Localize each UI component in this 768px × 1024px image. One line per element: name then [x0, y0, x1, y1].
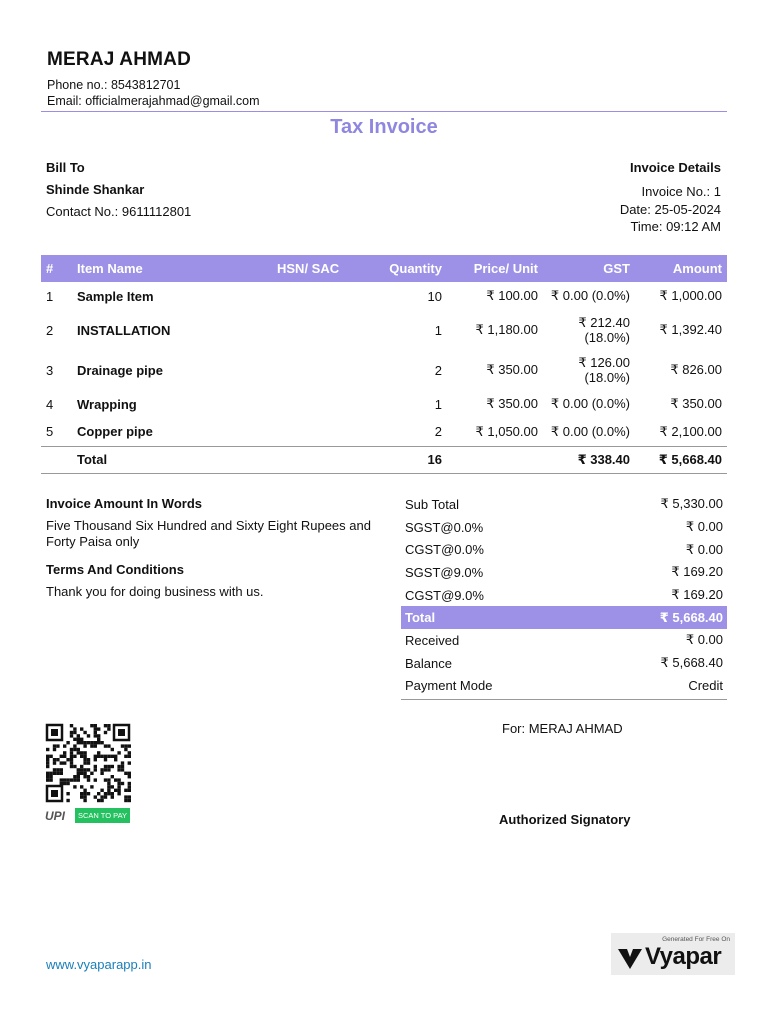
- summary-row-cgst-9: [401, 584, 727, 607]
- summary-block: [401, 493, 727, 700]
- row-gst-rate: (18.0%): [584, 370, 630, 385]
- col-header-amount: Amount: [635, 255, 727, 282]
- row-amount: ₹ 350.00: [670, 396, 722, 411]
- vyapar-badge: [611, 933, 735, 975]
- invoice-title: Tax Invoice: [330, 116, 438, 138]
- summary-label: SGST@9.0%: [405, 564, 484, 580]
- summary-value: ₹ 5,668.40: [660, 655, 723, 671]
- summary-label: Total: [405, 610, 436, 626]
- table-total-row: [41, 446, 727, 473]
- summary-value: ₹ 169.20: [671, 587, 723, 603]
- row-amount: ₹ 1,392.40: [659, 322, 722, 337]
- row-gst: [543, 350, 635, 390]
- row-item-name: Wrapping: [77, 396, 137, 412]
- col-header-quantity: Quantity: [357, 255, 447, 282]
- summary-row-sgst-9: [401, 561, 727, 584]
- table-row: [41, 350, 727, 390]
- table-row: [41, 282, 727, 310]
- col-header-price: Price/ Unit: [447, 255, 543, 282]
- row-amount: ₹ 826.00: [670, 362, 722, 377]
- generated-label: Generated For Free On: [662, 936, 730, 943]
- summary-divider: [401, 699, 727, 700]
- row-gst: ₹ 0.00 (0.0%): [550, 288, 630, 303]
- row-gst-amount: ₹ 212.40: [578, 315, 630, 330]
- vyapar-logo-icon: [618, 949, 642, 969]
- row-item-name: INSTALLATION: [77, 322, 171, 338]
- row-price: ₹ 1,180.00: [475, 322, 538, 337]
- row-quantity: 1: [434, 322, 442, 338]
- invoice-details-label: Invoice Details: [629, 160, 721, 175]
- row-gst: [543, 310, 635, 350]
- summary-value: ₹ 0.00: [685, 632, 723, 648]
- table-row: [41, 418, 727, 446]
- summary-value: Credit: [688, 678, 723, 694]
- summary-label: Sub Total: [405, 496, 459, 512]
- vyapar-brand: Vyapar: [645, 943, 722, 970]
- company-phone: Phone no.: 8543812701: [47, 78, 181, 92]
- row-index: 3: [46, 362, 54, 378]
- row-amount: ₹ 1,000.00: [659, 288, 722, 303]
- row-hsn: [272, 282, 357, 310]
- amount-words-block: [46, 496, 376, 612]
- summary-value: ₹ 0.00: [685, 541, 723, 557]
- header-divider: [41, 111, 727, 112]
- row-index: 5: [46, 424, 54, 440]
- summary-value: ₹ 5,668.40: [659, 609, 723, 625]
- row-gst: ₹ 0.00 (0.0%): [550, 423, 630, 439]
- summary-row-received: [401, 629, 727, 652]
- qr-code-icon: [45, 723, 131, 803]
- summary-row-sgst-0: [401, 516, 727, 539]
- summary-value: ₹ 0.00: [685, 519, 723, 535]
- row-quantity: 2: [434, 362, 442, 378]
- company-name: MERAJ AHMAD: [47, 49, 191, 70]
- summary-row-subtotal: [401, 493, 727, 516]
- invoice-number: Invoice No.: 1: [641, 184, 721, 199]
- col-header-index: #: [41, 255, 72, 282]
- total-label: Total: [72, 446, 272, 473]
- row-gst-rate: (18.0%): [584, 330, 630, 345]
- company-email: Email: officialmerajahmad@gmail.com: [47, 94, 260, 108]
- col-header-item-name: Item Name: [72, 255, 272, 282]
- col-header-gst: GST: [543, 255, 635, 282]
- summary-label: CGST@9.0%: [405, 587, 484, 603]
- upi-badge: [45, 808, 130, 823]
- row-price: ₹ 350.00: [486, 362, 538, 377]
- upi-logo: UPI: [45, 808, 66, 823]
- total-amount: ₹ 5,668.40: [635, 446, 727, 473]
- items-table: [41, 255, 727, 474]
- summary-row-total: [401, 606, 727, 629]
- table-row: [41, 310, 727, 350]
- row-amount: ₹ 2,100.00: [659, 423, 722, 439]
- customer-name: Shinde Shankar: [46, 182, 145, 197]
- amount-words-text: Five Thousand Six Hundred and Sixty Eight Rupees and Forty Paisa only: [46, 518, 371, 549]
- row-index: 1: [46, 288, 54, 304]
- row-hsn: [272, 310, 357, 350]
- authorized-signatory: Authorized Signatory: [499, 812, 631, 827]
- amount-words-heading: Invoice Amount In Words: [46, 496, 203, 511]
- row-price: ₹ 350.00: [486, 396, 538, 411]
- row-price: ₹ 100.00: [486, 288, 538, 303]
- row-hsn: [272, 350, 357, 390]
- table-header-row: [41, 255, 727, 282]
- summary-label: Payment Mode: [405, 678, 493, 694]
- col-header-hsn: HSN/ SAC: [272, 255, 357, 282]
- customer-contact: Contact No.: 9611112801: [46, 204, 192, 219]
- row-quantity: 2: [434, 424, 442, 440]
- invoice-time: Time: 09:12 AM: [630, 219, 721, 234]
- row-item-name: Drainage pipe: [77, 362, 163, 378]
- total-gst: ₹ 338.40: [543, 446, 635, 473]
- for-company-label: For: MERAJ AHMAD: [502, 721, 623, 736]
- terms-text: Thank you for doing business with us.: [46, 584, 264, 599]
- summary-label: Received: [405, 632, 460, 648]
- row-hsn: [272, 418, 357, 446]
- row-quantity: 1: [434, 396, 442, 412]
- row-quantity: 10: [427, 288, 442, 304]
- row-hsn: [272, 390, 357, 418]
- row-gst: ₹ 0.00 (0.0%): [550, 396, 630, 411]
- scan-to-pay-label: SCAN TO PAY: [75, 808, 130, 823]
- summary-label: Balance: [405, 655, 452, 671]
- invoice-details-block: [620, 160, 721, 237]
- row-item-name: Copper pipe: [77, 424, 153, 440]
- company-block: [47, 49, 260, 109]
- website-link[interactable]: www.vyaparapp.in: [46, 957, 152, 972]
- summary-label: SGST@0.0%: [405, 519, 484, 535]
- bill-to-block: [46, 160, 191, 224]
- row-index: 4: [46, 396, 54, 412]
- summary-row-cgst-0: [401, 538, 727, 561]
- summary-value: ₹ 169.20: [671, 564, 723, 580]
- invoice-date: Date: 25-05-2024: [619, 201, 721, 217]
- summary-row-balance: [401, 652, 727, 675]
- row-gst-amount: ₹ 126.00: [578, 355, 630, 370]
- total-quantity: 16: [357, 446, 447, 473]
- summary-label: CGST@0.0%: [405, 542, 484, 558]
- row-item-name: Sample Item: [77, 288, 154, 304]
- row-price: ₹ 1,050.00: [475, 423, 538, 439]
- summary-row-payment-mode: [401, 675, 727, 698]
- summary-value: ₹ 5,330.00: [660, 496, 723, 512]
- row-index: 2: [46, 322, 54, 338]
- terms-heading: Terms And Conditions: [46, 562, 184, 577]
- table-row: [41, 390, 727, 418]
- bill-to-label: Bill To: [46, 160, 85, 175]
